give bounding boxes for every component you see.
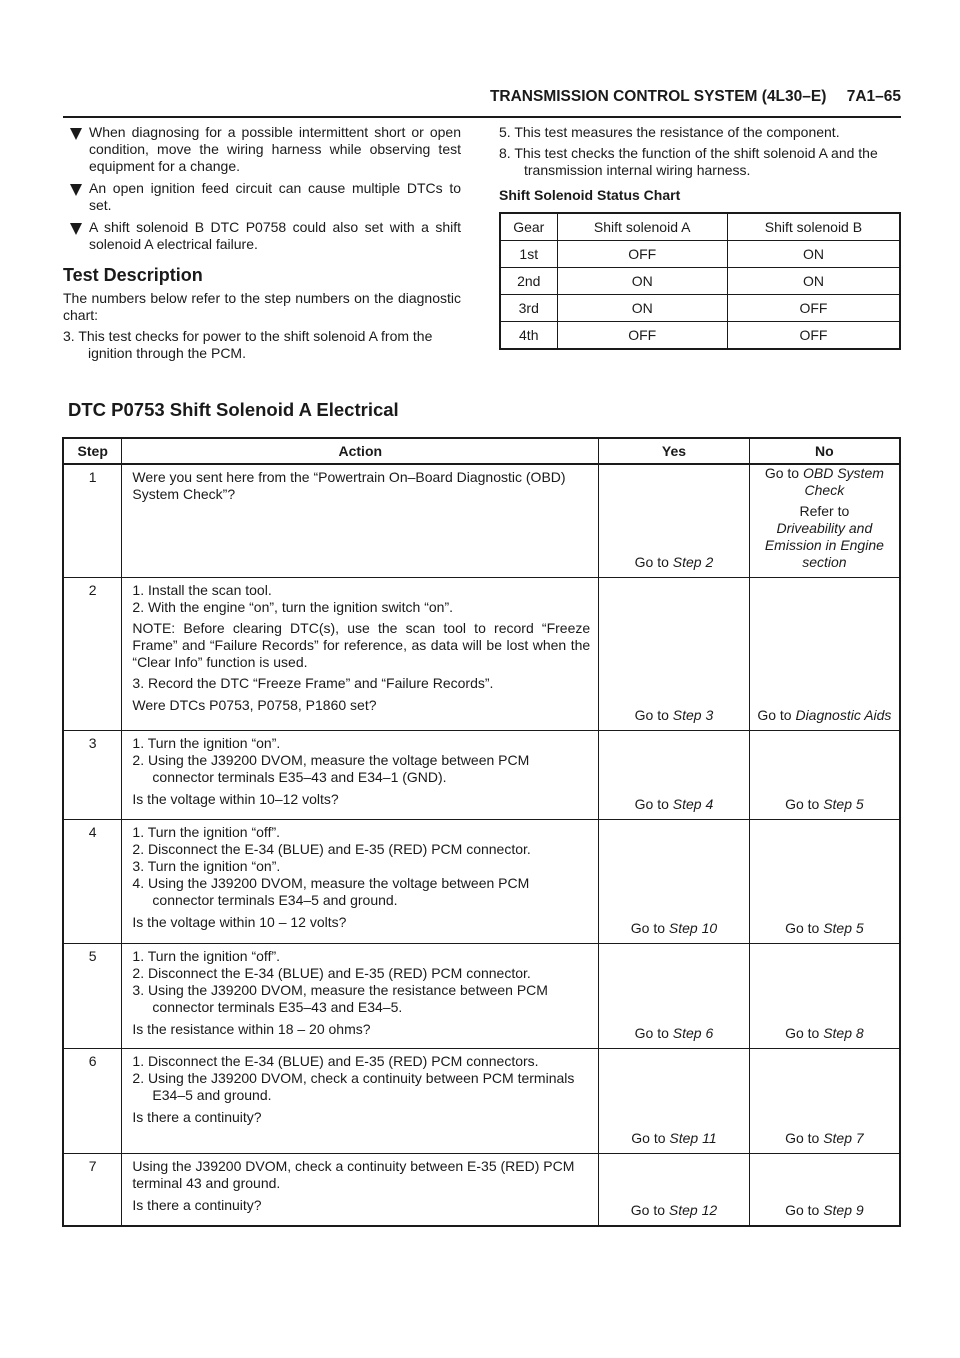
column-header-yes: Yes — [599, 438, 750, 464]
page-header — [63, 88, 901, 118]
yes-cell: Go to Step 2 — [599, 464, 750, 578]
step-number: 3 — [63, 731, 122, 820]
yes-cell: Go to Step 11 — [599, 1049, 750, 1154]
action-item: 2. With the engine “on”, turn the ignition switch “on”. — [132, 599, 454, 615]
test-description-item: 5. This test measures the resistance of the component. — [499, 124, 840, 140]
no-cell: Go to Step 5 — [749, 731, 900, 820]
step-number: 4 — [63, 820, 122, 944]
triangle-bullet-icon — [70, 223, 82, 235]
table-cell: ON — [727, 241, 900, 268]
step-number: 5 — [63, 944, 122, 1049]
diagnostic-table — [62, 437, 901, 1227]
no-target: Step 7 — [823, 1130, 864, 1146]
action-item: 1. Install the scan tool. — [132, 582, 272, 598]
yes-target: Step 10 — [668, 920, 718, 936]
action-item: 2. Using the J39200 DVOM, measure the voltage between PCM connector terminals E35–43 and E34–1 (GND). — [132, 752, 530, 785]
table-row — [500, 241, 900, 268]
yes-target: Step 2 — [672, 554, 714, 570]
table-row — [63, 944, 900, 1049]
action-item: 3. Record the DTC “Freeze Frame” and “Failure Records”. — [132, 675, 494, 691]
step-action — [122, 1049, 599, 1154]
yes-cell: Go to Step 3 — [599, 578, 750, 731]
right-column — [499, 124, 901, 350]
note-item: An open ignition feed circuit can cause multiple DTCs to set. — [63, 180, 461, 214]
action-item: 3. Turn the ignition “on”. — [132, 858, 281, 874]
test-description-heading: Test Description — [63, 265, 203, 285]
dtc-title: DTC P0753 Shift Solenoid A Electrical — [68, 399, 399, 420]
column-header: Gear — [500, 213, 557, 241]
table-row — [500, 322, 900, 350]
test-description-intro: The numbers below refer to the step numbers on the diagnostic chart: — [63, 290, 461, 323]
table-cell: OFF — [557, 322, 727, 350]
table-cell: OFF — [727, 322, 900, 350]
yes-cell: Go to Step 10 — [599, 820, 750, 944]
table-cell: 1st — [500, 241, 557, 268]
action-item: 2. Using the J39200 DVOM, check a continuity between PCM terminals E34–5 and ground. — [132, 1070, 575, 1103]
column-header: Shift solenoid B — [727, 213, 900, 241]
action-item: 1. Turn the ignition “on”. — [132, 735, 281, 751]
column-header-step: Step — [63, 438, 122, 464]
yes-cell: Go to Step 12 — [599, 1154, 750, 1226]
no-target: OBD System Check — [802, 465, 884, 498]
note-item: When diagnosing for a possible intermittent short or open condition, move the wiring harness while observing test equipment for a change. — [63, 124, 461, 175]
step-action — [122, 578, 599, 731]
action-question: Is the voltage within 10–12 volts? — [132, 791, 339, 807]
action-question: Is the resistance within 18 – 20 ohms? — [132, 1021, 371, 1037]
no-target: Diagnostic Aids — [795, 707, 892, 723]
step-action — [122, 820, 599, 944]
table-row — [500, 268, 900, 295]
no-cell: Go to Diagnostic Aids — [749, 578, 900, 731]
table-cell: OFF — [557, 241, 727, 268]
action-item: 4. Using the J39200 DVOM, measure the voltage between PCM connector terminals E34–5 and ground. — [132, 875, 530, 908]
action-question: Is the voltage within 10 – 12 volts? — [132, 914, 347, 930]
action-item: 2. Disconnect the E-34 (BLUE) and E-35 (RED) PCM connector. — [132, 965, 531, 981]
table-row — [63, 464, 900, 578]
column-header-no: No — [749, 438, 900, 464]
note-item: A shift solenoid B DTC P0758 could also set with a shift solenoid A electrical failure. — [63, 219, 461, 253]
no-cell: Go to Step 5 — [749, 820, 900, 944]
action-note: NOTE: Before clearing DTC(s), use the scan tool to record “Freeze Frame” and “Failure Records” for reference, as data will be lost when the “Clear Info” function is used. — [132, 620, 591, 670]
no-target: Driveability and Emission in Engine section — [764, 520, 884, 570]
action-question: Were you sent here from the “Powertrain On–Board Diagnostic (OBD) System Check”? — [132, 469, 566, 502]
test-description-item: 3. This test checks for power to the shift solenoid A from the ignition through the PCM. — [63, 328, 433, 361]
table-row — [63, 820, 900, 944]
no-target: Step 5 — [823, 920, 864, 936]
table-cell: ON — [557, 295, 727, 322]
table-row — [63, 1049, 900, 1154]
step-action — [122, 944, 599, 1049]
status-chart-title: Shift Solenoid Status Chart — [499, 187, 681, 203]
step-action — [122, 1154, 599, 1226]
step-action — [122, 464, 599, 578]
left-column — [63, 124, 461, 366]
triangle-bullet-icon — [70, 128, 82, 140]
action-item: 1. Turn the ignition “off”. — [132, 948, 281, 964]
column-header-action: Action — [122, 438, 599, 464]
diagnostic-header-row — [63, 438, 900, 464]
yes-target: Step 3 — [672, 707, 714, 723]
step-number: 2 — [63, 578, 122, 731]
yes-target: Step 4 — [672, 796, 714, 812]
triangle-bullet-icon — [70, 184, 82, 196]
step-number: 6 — [63, 1049, 122, 1154]
page-number: 7A1–65 — [846, 88, 901, 105]
action-item: 1. Disconnect the E-34 (BLUE) and E-35 (RED) PCM connectors. — [132, 1053, 539, 1069]
table-cell: ON — [557, 268, 727, 295]
yes-target: Step 6 — [672, 1025, 714, 1041]
column-header: Shift solenoid A — [557, 213, 727, 241]
no-cell: Go to OBD System Check Refer to Driveability and Emission in Engine section — [749, 464, 900, 578]
section-title: TRANSMISSION CONTROL SYSTEM (4L30–E) — [489, 88, 827, 105]
no-target: Step 5 — [823, 796, 864, 812]
action-item: 1. Turn the ignition “off”. — [132, 824, 281, 840]
yes-target: Step 11 — [669, 1130, 717, 1146]
no-target: Step 9 — [823, 1201, 864, 1218]
yes-cell: Go to Step 4 — [599, 731, 750, 820]
test-description-item: 8. This test checks the function of the shift solenoid A and the transmission internal wiring harness. — [499, 145, 878, 178]
action-question: Were DTCs P0753, P0758, P1860 set? — [132, 697, 377, 713]
table-cell: 4th — [500, 322, 557, 350]
status-chart-header — [500, 213, 900, 241]
no-cell: Go to Step 7 — [749, 1049, 900, 1154]
no-cell: Go to Step 9 — [749, 1154, 900, 1226]
yes-cell: Go to Step 6 — [599, 944, 750, 1049]
table-row — [63, 731, 900, 820]
action-item: 2. Disconnect the E-34 (BLUE) and E-35 (RED) PCM connector. — [132, 841, 531, 857]
table-cell: ON — [727, 268, 900, 295]
table-row — [63, 578, 900, 731]
step-number: 7 — [63, 1154, 122, 1226]
yes-target: Step 12 — [668, 1201, 718, 1218]
table-cell: 3rd — [500, 295, 557, 322]
action-question: Is there a continuity? — [132, 1197, 262, 1213]
status-chart-table — [499, 212, 901, 350]
no-target: Step 8 — [823, 1025, 864, 1041]
action-question: Is there a continuity? — [132, 1109, 262, 1125]
step-action — [122, 731, 599, 820]
step-number: 1 — [63, 464, 122, 578]
action-item: Using the J39200 DVOM, check a continuity between E-35 (RED) PCM terminal 43 and ground. — [132, 1158, 575, 1191]
table-cell: OFF — [727, 295, 900, 322]
table-cell: 2nd — [500, 268, 557, 295]
no-cell: Go to Step 8 — [749, 944, 900, 1049]
table-row — [500, 295, 900, 322]
table-row — [63, 1154, 900, 1226]
action-item: 3. Using the J39200 DVOM, measure the resistance between PCM connector terminals E35–43 and E34–5. — [132, 982, 548, 1015]
